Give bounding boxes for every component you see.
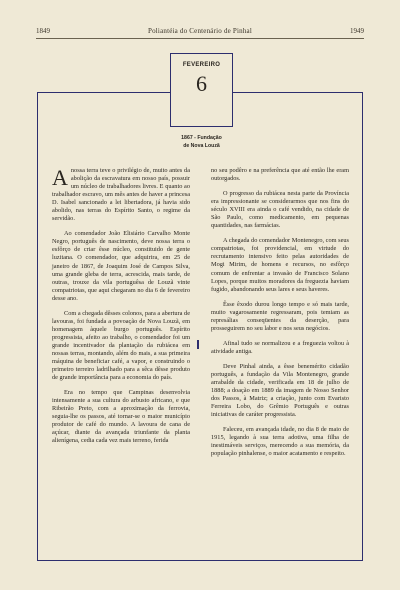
paragraph xyxy=(52,167,190,223)
column-marker xyxy=(197,340,199,349)
date-month: FEVEREIRO xyxy=(182,62,221,68)
paragraph: Ao comendador João Elisiário Carvalho Monte Negro, português de nascimento, deve nossa terra o esfôrço de criar êsse núcleo, constituido de gente luzitana. O comendador, que adquirira, em 25 de janeiro de 1867, de Joaquim José de Campos Silva, uma grande gleba de terra, acrescida, mais tarde, de outras, trouxe da vila portuguêsa de Louzã vinte compatriotas, que aqui chegaram no dia 6 de fevereiro desse ano. xyxy=(52,230,190,302)
paragraph-text: nossa terra teve o privilégio de, muito antes da abolição da escravatura em nosso país, possuir um núcleo de trabalhadores livres. E quanto ao trabalhador escravo, um mês antes de haver a princesa D. Isabel sancionado a lei libertadora, já havia sido abolido, nas terras do Espírito Santo, o regime da servidão. xyxy=(52,167,190,223)
header-title: Poliantéia do Centenário de Pinhal xyxy=(147,27,252,35)
paragraph: no seu podêro e na preferência que até então lhe eram outorgados. xyxy=(211,167,349,183)
paragraph: O progresso da rubiácea nesta parte da Província era impressionante se considerarmos que nos fins do século XVIII era ainda o café vendido, na cidade de São Paulo, como medicamento, em pequenas quantidades, nas farmácias. xyxy=(211,190,349,230)
paragraph: Faleceu, em avançada idade, no dia 8 de maio de 1915, legando à sua terra adotiva, uma filha de inestimáveis serviços, merecendo a sua memória, da população pinhalense, o maior acatamento e respeito. xyxy=(211,426,349,458)
drop-cap: A xyxy=(52,165,68,190)
paragraph: Deve Pinhal ainda, a êsse benemérito cidadão português, a fundação da Vila Montenegro, grande arrabalde da cidade, verificada em 18 de julho de 1888; a doação em 1889 da imagem de Nosso Senhor dos Passos, à Matriz; a criação, junto com Evaristo Ferreira Lobo, do Grêmio Português e outras iniciativas de caráter progressista. xyxy=(211,362,349,419)
date-day: 6 xyxy=(196,71,207,96)
header-year-left: 1849 xyxy=(36,27,50,35)
paragraph: Com a chegada dêsses colonos, para a abertura de lavouras, foi fundada a povoação de Nova Louzã, em homenagem àquele burgo português. Espírito progressista, afeito ao trabalho, o comendador foi um grande incentivador da plantação da rubiácea em nossas terras, montando, além do mais, a sua primeira máquina de beneficiar café, a vapor, e construindo o primeiro terreiro ladrilhado para a sêca dêsse produto de grande importância para a economia do país. xyxy=(52,309,190,382)
right-column xyxy=(211,167,349,465)
event-caption xyxy=(160,134,243,150)
left-column xyxy=(52,167,190,453)
paragraph: Êsse êxodo durou longo tempo e só mais tarde, muito vagarosamente regressaram, pois temiam as represálias conseqüentes da deserção, para prosseguirem no seu labor e nos seus negócios. xyxy=(211,300,349,332)
paragraph: Era no tempo que Campinas desenvolvia intensamente a sua cultura do arbusto africano, e que Ribeirão Preto, com a aproximação da ferrovia, seguia-lhe os passos, até tornar-se o maior município produtor de café do mundo. A lavoura de cana de açúcar, diante da avançada triunfante da planta alienígena, cedia cada vez mais terreno, ferida xyxy=(52,389,190,445)
header-year-right: 1949 xyxy=(350,27,364,35)
paragraph: A chegada do comendador Montenegro, com seus compatriotas, foi providencial, em virtude do recrutamento intensivo feito pelas autoridades de Mogi Mirim, de homens e recursos, no esfôrço comum de enfrentar a invasão de Francisco Solano Lopes, porque muitos moradores da freguezia haviam fugido, abandonando seus lares e seus haveres. xyxy=(211,237,349,293)
event-line-1: 1867 - Fundação xyxy=(181,135,222,141)
date-box xyxy=(170,53,233,127)
event-line-2: de Nova Louzã xyxy=(183,143,220,149)
header-rule xyxy=(36,38,364,39)
paragraph: Afinal tudo se normalizou e a freguezia voltou à atividade antiga. xyxy=(211,339,349,355)
